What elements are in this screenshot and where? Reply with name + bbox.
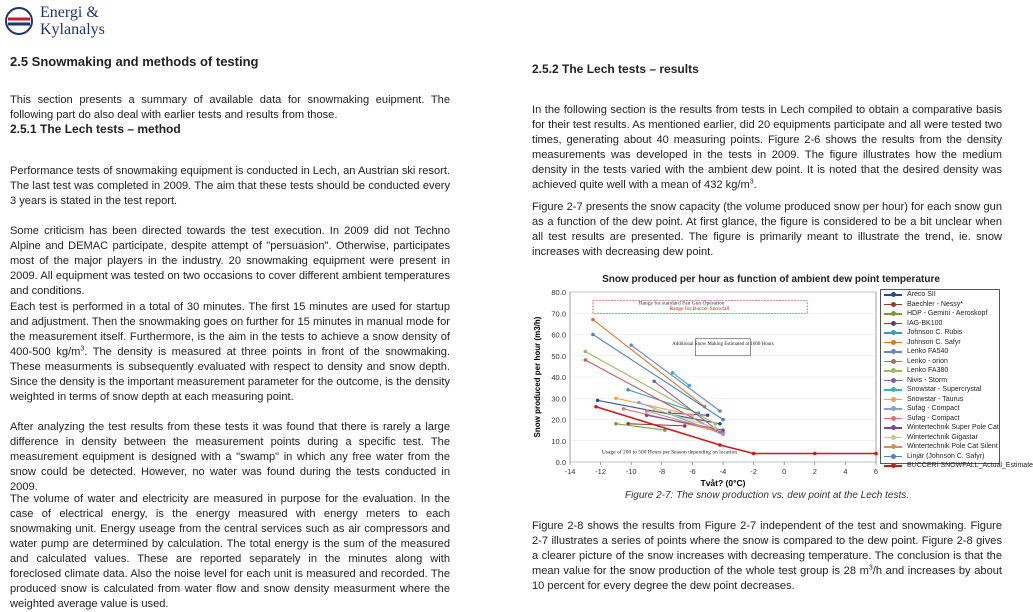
x-tick-label: -6: [689, 467, 696, 476]
legend-marker-icon: [891, 416, 896, 421]
data-point: [584, 358, 588, 362]
legend-marker-icon: [891, 368, 896, 373]
data-point: [714, 422, 718, 426]
legend-label: Wintertechnik Super Pole Cat: [907, 424, 999, 431]
data-point: [718, 409, 722, 413]
legend-label: Johnson C. Rubis: [907, 329, 963, 336]
section-title: 2.5 Snowmaking and methods of testing: [10, 54, 259, 69]
data-point: [652, 407, 656, 411]
x-axis-label: Tvåt? (0°C): [700, 478, 746, 488]
data-point: [752, 452, 756, 456]
y-tick-label: 60.0: [551, 330, 566, 340]
results-paragraph-3: Figure 2-8 shows the results from Figure 2-7 independent of the test and snowmaking. Figure 2-7 illustrates a series of points where the snow is compared to the dew point. Figure 2-8 gives a clearer picture of the snow increases with decreasing temperature. The conclusion is that the mean value for the snow production of the whole test group is 28 $m^3/h$ and increases by about 10 percent for every degree the dew point decreases.: [532, 520, 1002, 593]
legend-item: [881, 461, 1033, 471]
annotation-additional: Additional Snow Making Estimated at 1000 Hours: [672, 342, 774, 348]
x-tick-label: -14: [564, 467, 576, 476]
legend-label: Baechler - Nessy*: [907, 300, 964, 308]
legend-item: [881, 300, 999, 310]
legend-marker-icon: [891, 311, 896, 316]
x-tick-label: 4: [843, 467, 848, 476]
legend-label: Linjär (Johnson C. Safyr): [907, 452, 985, 460]
y-tick-label: 30.0: [551, 394, 566, 404]
data-point: [813, 452, 817, 456]
legend-item: [881, 357, 999, 367]
legend-marker-icon: [891, 435, 896, 440]
data-point: [591, 318, 595, 322]
chart-title: Snow produced per hour as function of ambient dew point temperature: [602, 274, 940, 285]
data-point: [706, 413, 710, 417]
data-point: [706, 426, 710, 430]
legend-item: [881, 376, 999, 386]
logo-text: Energi & Kylanalys: [40, 4, 105, 38]
data-point: [874, 452, 878, 456]
data-point: [637, 401, 641, 405]
legend-label: BUCCERI SNOWFALL_Actual_Estimate: [907, 462, 1033, 469]
legend-label: Sufag - Compact: [907, 414, 960, 422]
legend-item: [881, 423, 999, 433]
data-point: [652, 379, 656, 383]
y-tick-label: 20.0: [551, 415, 566, 425]
data-point: [614, 422, 618, 426]
legend-label: HDP - Gemini - Aeroskopf: [907, 310, 988, 317]
data-point: [594, 405, 598, 409]
legend-marker-icon: [891, 425, 896, 430]
legend-label: Nivis - Storm: [907, 376, 948, 384]
legend-label: Wintertechnik Pole Cat Silent: [907, 443, 998, 450]
x-tick-label: 2: [812, 467, 817, 476]
data-point: [645, 409, 649, 413]
legend-label: Sufag - Compact: [907, 405, 960, 412]
data-point: [584, 350, 588, 354]
x-tick-label: -4: [719, 467, 727, 476]
legend-item: [881, 347, 999, 357]
x-tick-label: 6: [873, 467, 879, 476]
legend-label: IAG-BK100: [907, 319, 943, 327]
legend-marker-icon: [891, 302, 896, 307]
data-point: [622, 407, 626, 411]
data-point: [683, 424, 687, 428]
figure-caption: Figure 2-7: The snow production vs. dew point at the Lech tests.: [624, 490, 910, 501]
legend-marker-icon: [891, 359, 896, 364]
method-paragraph-1: Performance tests of snowmaking equipment is conducted in Lech, an Austrian ski resort. The last test was completed in 2009. The aim that these tests should be conducted every 3 years is stated in the test report.: [10, 165, 450, 208]
data-point: [591, 333, 595, 337]
x-tick-label: -2: [750, 467, 757, 476]
legend-item: [881, 309, 999, 319]
logo-icon: [4, 6, 34, 36]
data-point: [671, 371, 675, 375]
legend-item: [881, 452, 999, 462]
data-point: [629, 343, 633, 347]
company-logo: [4, 4, 124, 40]
y-tick-label: 40.0: [551, 373, 566, 382]
legend-item: [881, 338, 999, 348]
legend-marker-icon: [891, 444, 896, 449]
method-paragraph-3: Each test is performed in a total of 30 minutes. The first 15 minutes are used for startup and adjustment. Then the snowmaking goes on further for 15 minutes in manual mode for the measurement itself. Furthermore, is the aim in the tests to achieve a snow density of 400-500 $kg/m^3$. The density is measured at three points in front of the snowmaking. These measurments is subsequently evaluated with respect to density and snow depth. Since the density is the important measurement parameter for the outcome, is the density weighted in terms of snow depth at each measuring point.: [10, 301, 450, 404]
intro-paragraph: This section presents a summary of available data for snowmaking euipment. The following part do also deal with earlier tests and results from those.: [10, 94, 450, 122]
legend-label: Lenko - orion: [907, 357, 948, 365]
y-tick-label: 70.0: [551, 309, 566, 319]
subsection-title-results: 2.5.2 The Lech tests – results: [532, 62, 699, 76]
legend-marker-icon: [891, 378, 896, 383]
legend-item: [881, 433, 999, 443]
legend-marker-icon: [891, 292, 896, 297]
results-paragraph-2: Figure 2-7 presents the snow capacity (the volume produced snow per hour) for each snow gun as a function of the dew point. At first glance, the figure is considered to be a bit unclear when all test results are presented. The figure is primarily meant to illustrate the trend, ie. snow increases with decreasing dew point.: [532, 201, 1002, 259]
legend-label: Lenko FA380: [907, 367, 949, 374]
data-point: [688, 384, 692, 388]
data-point: [721, 428, 725, 432]
data-point: [626, 388, 630, 392]
annotation-usage: Usage of 200 to 500 Hours per Season depending on location: [601, 449, 737, 456]
data-point: [721, 418, 725, 422]
legend-item: [881, 404, 999, 414]
y-tick-label: 80.0: [551, 288, 566, 297]
legend-marker-icon: [891, 406, 896, 411]
subsection-title-method: 2.5.1 The Lech tests – method: [10, 122, 181, 136]
annotation-buccer-range: Range for Buccer Snowfall: [669, 306, 730, 312]
legend-item: [881, 395, 999, 405]
x-tick-label: -12: [595, 467, 607, 476]
data-point: [596, 399, 600, 403]
x-tick-label: 0: [782, 467, 787, 476]
y-axis-label: Snow produced per hour (m3/h): [533, 316, 542, 438]
legend-label: Snowstar - Supercrystal: [907, 386, 982, 393]
results-paragraph-1: In the following section is the results from tests in Lech compiled to obtain a comparative basis for their test results. As mentioned earlier, did 20 equipments participate and all were tested two times, generating about 40 measuring points. Figure 2-6 shows the results from the density measurements was developed in the tests in 2009. The figure illustrates how the medium density in the tests varied with the ambient dew point. It is noted that the desired density was achieved quite well with a mean of 432 $kg/m^3$.: [532, 104, 1002, 192]
x-tick-label: -10: [625, 467, 637, 476]
y-tick-label: 10.0: [551, 436, 566, 446]
legend-marker-icon: [891, 387, 896, 392]
legend-label: Johnson C. Safyr: [907, 338, 961, 346]
legend-marker-icon: [891, 330, 896, 335]
data-point: [718, 443, 722, 447]
legend-marker-icon: [891, 349, 896, 354]
legend-label: Snowstar - Taurus: [907, 395, 964, 403]
legend-item: [881, 414, 999, 424]
legend-marker-icon: [891, 454, 896, 459]
data-point: [714, 426, 718, 430]
data-point: [718, 422, 722, 426]
y-tick-label: 50.0: [551, 351, 566, 361]
data-point: [691, 413, 695, 417]
x-tick-label: -8: [658, 467, 666, 476]
legend-marker-icon: [891, 340, 896, 345]
legend-marker-icon: [891, 397, 896, 402]
legend-label: Wintertechnik Gigastar: [907, 433, 978, 441]
data-point: [645, 413, 649, 417]
method-paragraph-2: Some criticism has been directed towards the test execution. In 2009 did not Techno Alpine and DEMAC participate, despite attempt of "persuasion". Otherwise, participates most of the major players in the industry. 20 snowmaking equipment were present in 2009. All equipment was tested on two occasions to cover different ambient temperatures and conditions.: [10, 225, 450, 298]
annotation-fan-gun-range: Range for standard Fan Gun Operation: [638, 300, 725, 307]
legend-item: [881, 319, 999, 329]
method-paragraph-5: The volume of water and electricity are measured in purpose for the evaluation. In the case of electrical energy, is the energy measured with energy meters to each snowmaking unit. Energy useage from the central services such as air compressors and water pump are determined by calculation. The total energy is the sum of the measured and calculated values. These are reported separately in the minutes along with foreclosed climate data. Also the noise level for each unit is measured and recorded. The produced snow is calculated from water flow and snow density measurment where the weighted average value is used.: [10, 493, 450, 611]
y-tick-label: 0.0: [555, 458, 566, 467]
legend-item: [881, 366, 999, 376]
legend-label: Areco SII: [907, 291, 936, 298]
data-point: [614, 396, 618, 400]
legend-marker-icon: [891, 321, 896, 326]
legend-item: [881, 442, 999, 452]
legend-label: Lenko FA540: [907, 348, 949, 355]
legend-marker-icon: [891, 463, 896, 468]
chart-legend: [880, 289, 1033, 469]
legend-item: [881, 385, 999, 395]
method-paragraph-4: After analyzing the test results from these tests it was found that there is rarely a large difference in density between the measurement points during a specific test. The measurement equipment is designed with a "swamp" in which any free water from the snow could be detected. However, no water was found during the tests conducted in 2009.: [10, 421, 450, 494]
legend-item: [881, 290, 999, 300]
legend-item: [881, 328, 999, 338]
